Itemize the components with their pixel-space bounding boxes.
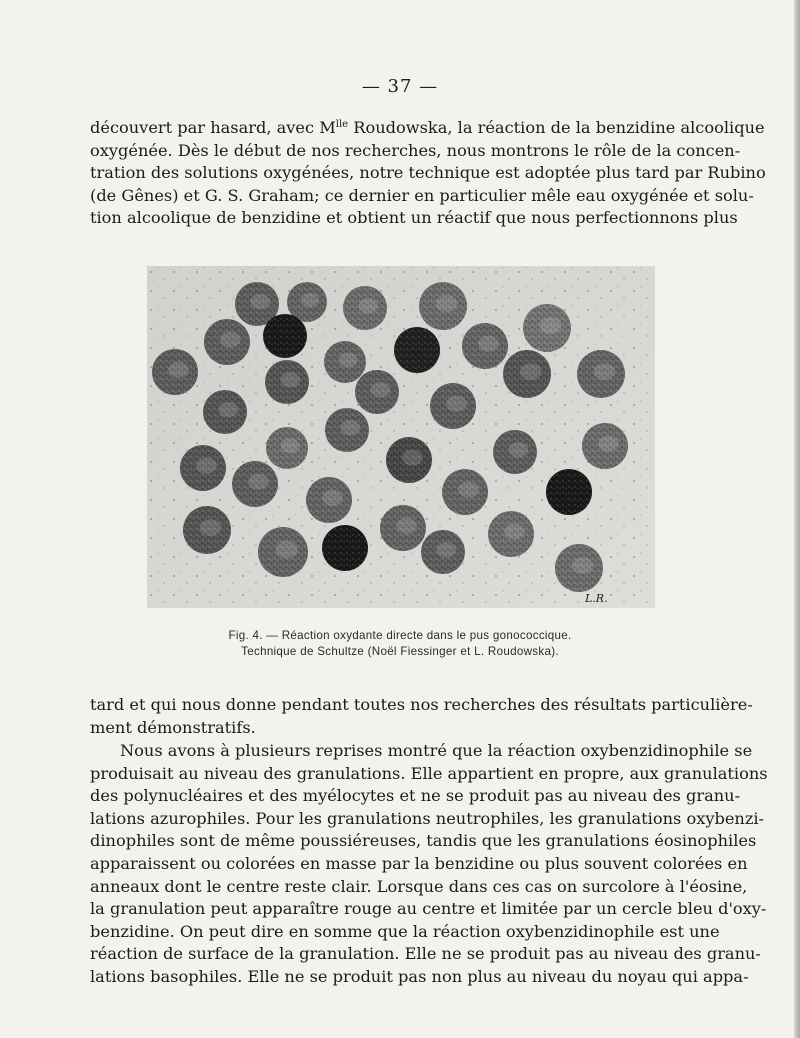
cell-nucleus [572,557,594,574]
text-line: (de Gênes) et G. S. Graham; ce dernier en particulier mêle eau oxygénée et solu- [90,185,754,205]
cell-nucleus [200,519,222,536]
cell-nucleus [248,474,269,490]
text-line: lations basophiles. Elle ne se produit pas non plus au niveau du noyau qui appa- [90,966,749,986]
text-line: oxygénée. Dès le début de nos recherches, nous montrons le rôle de la concen- [90,140,741,160]
text-line: réaction de surface de la granulation. Elle ne se produit pas au niveau des granu- [90,944,761,964]
bottom-paragraph-2 [90,740,768,989]
figure-signature: L.R. [585,592,608,605]
cell-nucleus [168,362,189,378]
cell-nucleus [504,524,525,540]
text-line: dinophiles sont de même poussiéreuses, tandis que les granulations éosinophiles [90,831,757,851]
cell-texture [263,314,307,358]
cell-nucleus [458,482,479,498]
cell-nucleus [276,541,299,559]
text-line: tration des solutions oxygénées, notre technique est adoptée plus tard par Rubino [90,163,766,183]
cell-nucleus [436,295,458,312]
page-number: — 37 — [361,76,439,97]
text-line: la granulation peut apparaître rouge au centre et limitée par un cercle bleu d'oxy- [90,899,767,919]
cell-nucleus [446,396,467,412]
cell-nucleus [340,420,360,435]
cell-nucleus [598,436,619,452]
page-edge [794,0,800,1038]
text-line: produisait au niveau des granulations. Elle appartient en propre, aux granulations [90,763,768,783]
text-line: apparaissent ou colorées en masse par la benzidine ou plus souvent colorées en [90,853,748,873]
text-line: anneaux dont le centre reste clair. Lorsque dans ces cas on surcolore à l'éosine, [90,876,748,896]
text-line: benzidine. On peut dire en somme que la réaction oxybenzidinophile est une [90,921,720,941]
cell-nucleus [540,317,562,334]
cell-nucleus [322,490,343,506]
text-line: lations azurophiles. Pour les granulations neutrophiles, les granulations oxybenzi- [90,808,765,828]
caption-line: Fig. 4. — Réaction oxydante directe dans le pus gonococcique. [228,629,572,642]
cell-nucleus [250,294,270,309]
cell-nucleus [280,372,300,387]
micrograph-image [147,266,655,608]
cell-texture [546,469,592,515]
cell-nucleus [218,402,238,417]
cell-nucleus [508,442,528,457]
cell-nucleus [339,353,358,368]
cell-nucleus [436,542,456,557]
cell-nucleus [594,363,616,380]
text-line: Nous avons à plusieurs reprises montré que la réaction oxybenzidinophile se [120,741,753,760]
cell-nucleus [370,382,390,397]
cell-nucleus [196,458,217,474]
cell-nucleus [478,336,499,352]
figure-caption [0,628,800,660]
cell-nucleus [358,298,378,313]
cell-nucleus [396,518,417,534]
text-line: tard et qui nous donne pendant toutes nos recherches des résultats particulière- [90,695,753,714]
bottom-paragraph-1 [90,694,753,739]
cell-nucleus [220,332,241,348]
caption-line: Technique de Schultze (Noël Fiessinger et L. Roudowska). [241,645,559,658]
cell-texture [394,327,440,373]
cell-nucleus [402,450,423,466]
text-line: tion alcoolique de benzidine et obtient un réactif que nous perfectionnons plus [90,208,738,228]
cell-nucleus [281,439,300,454]
cell-nucleus [520,363,542,380]
top-paragraph [90,117,766,230]
text-line: des polynucléaires et des myélocytes et ne se produit pas au niveau des granu- [90,786,741,806]
text-line: découvert par hasard, avec $M^{lle}$ Roudowska, la réaction de la benzidine alcoolique [90,118,765,137]
cell-nucleus [301,293,319,307]
figure-micrograph [147,266,655,608]
cell-texture [322,525,368,571]
text-line: ment démonstratifs. [90,717,256,737]
